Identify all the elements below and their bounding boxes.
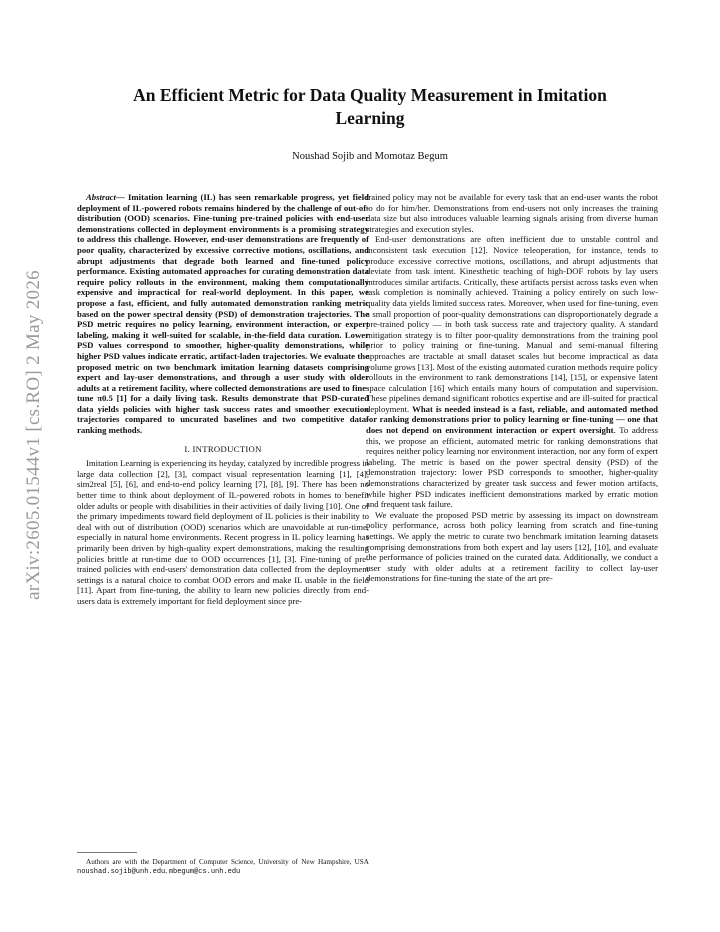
intro-paragraph-3: We evaluate the proposed PSD metric by assessing its impact on downstream policy performance, across both policy learning from scratch and fine-tuning settings. We apply the metric to curate two benchmark imitation learning datasets comprising demonstrations from both expert and lay users [12], [10], and evaluate the performance of policies trained on the curated data. Additionally, we conduct a user study with older adults at a retirement facility to collect lay-user demonstrations for fine-tuning the state of the art pre- — [366, 509, 658, 584]
left-column — [77, 192, 369, 607]
section-heading-introduction: I. INTRODUCTION — [184, 443, 262, 454]
author-email-1[interactable]: noushad.sojib@unh.edu — [77, 867, 166, 876]
author-email-2[interactable]: mbegum@cs.unh.edu — [168, 867, 241, 876]
intro-paragraph-2-text: End-user demonstrations are often inefficient due to unstable control and inconsistent task execution [12]. Novice teleoperation, for instance, tends to produce excessive corrective motions, oscillations, and abrupt adjustments that deviate from task intent. Kinesthetic teaching of high-DOF robots by lay users introduces similar artifacts. Critically, these artifacts persist across tasks even when task completion is nominally achieved. Training a policy entirely on such low-quality data yields limited success rates. Moreover, when used for fine-tuning, even a small proportion of poor-quality demonstrations can disproportionately degrade a pre-trained policy — in both task success rate and trajectory quality. A standard mitigation strategy is to filter poor-quality demonstrations from the training pool prior to policy training or fine-tuning. Manual and semi-manual filtering approaches are tractable at small dataset scales but become impractical as data volume grows [13]. Most of the existing automated curation methods require policy rollouts in the environment to rank demonstrations [14], [15], or expensive latent space calculation [16] which entails many hours of computation and supervision. These pipelines demand significant robotics expertise and are ill-suited for practical deployment. — [366, 234, 658, 414]
footnote-divider — [77, 852, 137, 853]
arxiv-identifier-stamp — [22, 200, 46, 670]
arxiv-stamp-text: arXiv:2605.01544v1 [cs.RO] 2 May 2026 — [23, 270, 44, 600]
paper-authors: Noushad Sojib and Momotaz Begum — [292, 151, 448, 162]
paper-title: An Efficient Metric for Data Quality Measurement in Imitation Learning — [133, 85, 607, 128]
intro-paragraph-2 — [366, 234, 658, 509]
intro-paragraph-2-tail: . To address this, we propose an efficient, automated metric for ranking demonstrations that requires neither policy learning nor environment interaction, nor any form of expert labeling. The metric is based on the power spectral density (PSD) of the demonstration trajectory: lower PSD corresponds to smoother, higher-quality demonstrations characterized by greater task success and fewer motion artifacts, while higher PSD indicates inefficient demonstrations marked by erratic motion and frequent task failure. — [366, 425, 658, 510]
abstract-text: — Imitation learning (IL) has seen remarkable progress, yet field deployment of IL-powered robots remains hindered by the challenge of out-of-distribution (OOD) scenarios. Fine-tuning pre-trained policies with end-user demonstrations collected in deployment environments is a promising strategy to address this challenge. However, end-user demonstrations are frequently of poor quality, characterized by excessive corrective motions, oscillations, and abrupt adjustments that degrade both learned and fine-tuned policy performance. Existing automated approaches for curating demonstration data require policy rollouts in the environment, making them computationally expensive and impractical for real-world deployment. In this paper, we propose a fast, efficient, and fully automated demonstration ranking metric based on the power spectral density (PSD) of demonstration trajectories. The PSD metric requires no policy learning, environment interaction, or expert labeling, making it well-suited for scalable, in-the-field data curation. Lower PSD values correspond to smoother, higher-quality demonstrations, while higher PSD values indicate erratic, artifact-laden trajectories. We evaluate the proposed metric on two benchmark imitation learning datasets comprising expert and lay-user demonstrations, and through a user study with older adults at a retirement facility, where collected demonstrations are used to fine-tune π0.5 [1] for a daily living task. Results demonstrate that PSD-curated data yields policies with higher task success rates and smoother execution trajectories compared to uncurated baselines and two competitive data-ranking methods. — [77, 192, 369, 436]
abstract-label: Abstract — [86, 192, 116, 202]
intro-paragraph-continued: trained policy may not be available for every task that an end-user wants the robot to do for him/her. Demonstrations from end-users not only increases the training data size but also introduces valuable learning signals arising from diverse human strategies and execution styles. — [366, 192, 658, 234]
abstract — [77, 192, 369, 436]
right-column — [366, 192, 658, 584]
intro-paragraph-2-emphasis: What is needed instead is a fast, reliable, and automated method for ranking demonstrations prior to policy learning or fine-tuning — one that does not depend on environment interaction or expert oversight — [366, 403, 658, 436]
footnote-separator: , — [165, 866, 169, 875]
footnote-text: Authors are with the Department of Computer Science, University of New Hampshire, USA — [86, 858, 369, 866]
intro-paragraph-1: Imitation Learning is experiencing its heyday, catalyzed by incredible progress in large data collection [2], [3], compact visual representation learning [1], [4], sim2real [5], [6], and end-to-end policy learning [7], [8], [9]. There has been no better time to think about deployment of IL-powered robots in homes to benefit older adults or people with disabilities in their activities of daily living [10]. One of the primary impediments toward field deployment of IL policies is their inability to deal with out of distribution (OOD) scenarios which are unavoidable at run-time, especially in natural home environments. Recent progress in IL policy learning has primarily been driven by high-quality expert demonstrations, making the resulting policies brittle at run-time due to OOD occurrences [1], [3]. Fine-tuning of pre-trained policies with end-users' demonstration data collected from the deployment settings is a natural choice to combat OOD errors and make IL usable in the field [11]. Apart from fine-tuning, the ability to learn new policies directly from end-users data is extremely important for field deployment since pre- — [77, 458, 369, 606]
author-affiliation-footnote — [77, 858, 369, 876]
